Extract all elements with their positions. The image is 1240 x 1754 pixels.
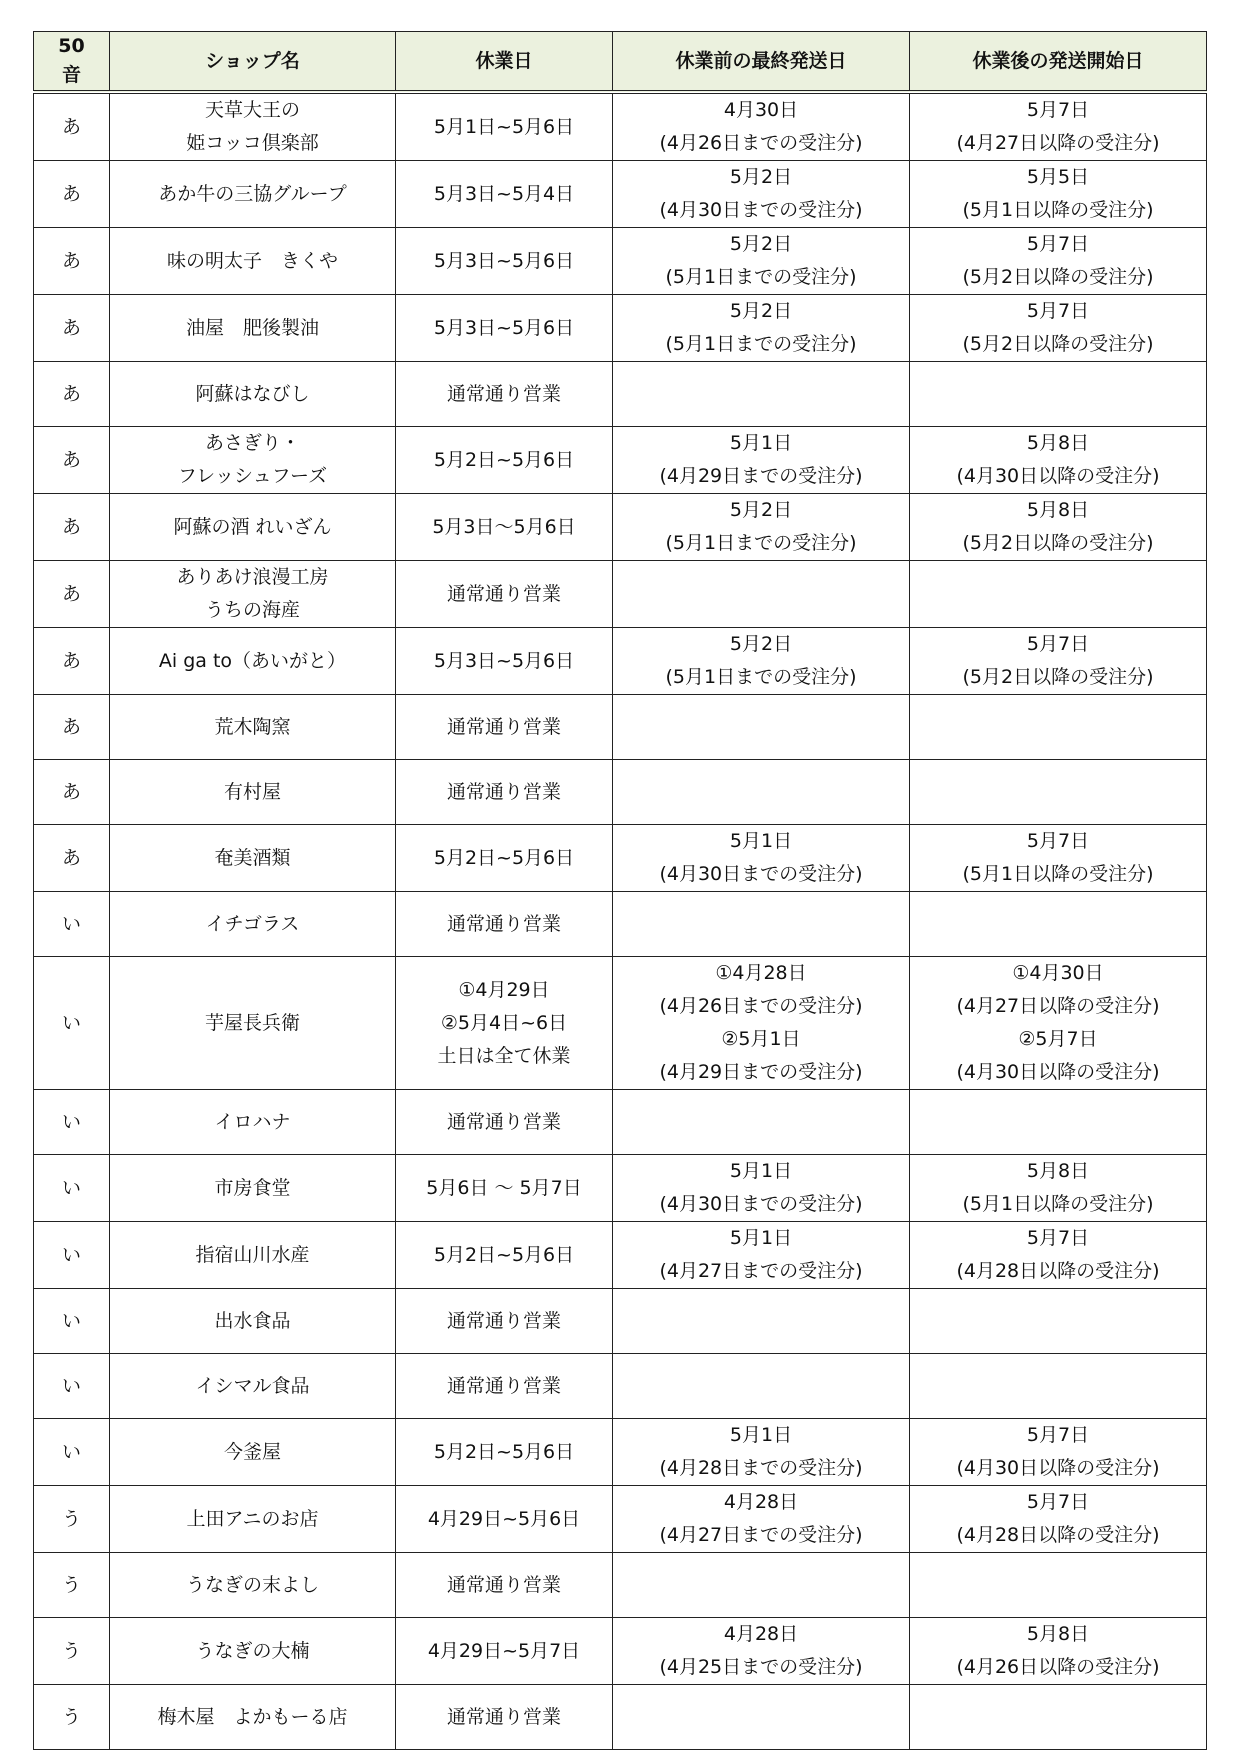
closed-days-cell-line: 通常通り営業 [446,1573,561,1596]
table-row [34,760,1207,825]
resume-ship-date-cell-line: (5月1日以降の受注分) [962,199,1154,221]
shop-name-cell-line: 芋屋長兵衛 [204,1011,300,1034]
kana-cell: あ [34,295,110,362]
kana-cell: う [34,1486,110,1553]
closed-days-cell [396,1685,613,1750]
shop-name-cell [110,1155,396,1222]
closed-days-cell [396,427,613,494]
kana-cell: あ [34,561,110,628]
closed-days-cell-line: 通常通り営業 [446,780,561,803]
last-ship-date-cell-line: 5月2日 [729,499,793,521]
shop-name-cell-line: 出水食品 [214,1309,291,1332]
resume-ship-date-cell-line: (5月1日以降の受注分) [962,1193,1154,1215]
resume-ship-date-cell [910,1486,1207,1553]
resume-ship-date-cell [910,362,1207,427]
table-header [34,32,1207,93]
last-ship-date-cell-line: 5月2日 [729,300,793,322]
shop-name-cell-line: 阿蘇はなびし [195,382,310,405]
shop-name-cell-line: イチゴラス [205,912,300,935]
resume-ship-date-cell-line: 5月7日 [1026,633,1090,655]
last-ship-date-cell-line: (4月28日までの受注分) [659,1457,863,1479]
closed-days-cell [396,1486,613,1553]
resume-ship-date-cell-line: 5月7日 [1026,1491,1090,1513]
shop-name-cell-line: 姫コッコ倶楽部 [186,132,319,154]
closed-days-cell-line: 5月3日~5月4日 [433,182,575,205]
resume-ship-date-cell [910,1553,1207,1618]
shop-name-cell-line: 天草大王の [204,99,300,121]
last-ship-date-cell [613,1090,910,1155]
last-ship-date-cell [613,295,910,362]
shop-name-cell-line: 味の明太子 きくや [166,249,338,272]
resume-ship-date-cell-line: 5月8日 [1026,1160,1090,1182]
table-row [34,1685,1207,1750]
shop-name-cell-line: あか牛の三協グループ [158,182,347,205]
shop-name-cell [110,892,396,957]
table-row [34,1155,1207,1222]
last-ship-date-cell [613,362,910,427]
closed-days-cell-line: 5月1日~5月6日 [433,115,575,138]
closed-days-cell-line: 5月2日~5月6日 [433,448,575,471]
last-ship-date-cell [613,825,910,892]
last-ship-date-cell-line: (4月29日までの受注分) [659,1061,863,1083]
resume-ship-date-cell-line: (4月30日以降の受注分) [956,1061,1160,1083]
shop-name-cell [110,92,396,161]
last-ship-date-cell [613,892,910,957]
table-row [34,1222,1207,1289]
last-ship-date-cell-line: 5月1日 [729,1424,793,1446]
resume-ship-date-cell-line: (4月27日以降の受注分) [956,995,1160,1017]
last-ship-date-cell [613,1486,910,1553]
kana-cell: う [34,1553,110,1618]
closed-days-cell [396,1155,613,1222]
shop-name-cell-line: 荒木陶窯 [214,715,291,738]
last-ship-date-cell-line: (4月25日までの受注分) [659,1656,863,1678]
resume-ship-date-cell [910,561,1207,628]
resume-ship-date-cell [910,295,1207,362]
header-kana-line: 音 [61,64,81,86]
last-ship-date-cell [613,161,910,228]
last-ship-date-cell-line: (5月1日までの受注分) [665,333,857,355]
closed-days-cell [396,957,613,1090]
header-closed-days: 休業日 [396,32,613,93]
shop-name-cell-line: 奄美酒類 [214,846,291,869]
closed-days-cell [396,1354,613,1419]
closed-days-cell-line: 5月3日~5月6日 [433,249,575,272]
shop-name-cell-line: イシマル食品 [195,1374,310,1397]
shop-name-cell-line: 梅木屋 よかもーる店 [157,1705,348,1728]
resume-ship-date-cell [910,957,1207,1090]
header-row [34,32,1207,93]
closed-days-cell [396,892,613,957]
shop-name-cell [110,760,396,825]
resume-ship-date-cell-line: ②5月7日 [1018,1028,1098,1050]
kana-cell: あ [34,628,110,695]
holiday-shipping-table [33,31,1207,1750]
resume-ship-date-cell-line: 5月7日 [1026,233,1090,255]
shop-name-cell-line: ありあけ浪漫工房 [176,566,329,588]
resume-ship-date-cell [910,1289,1207,1354]
resume-ship-date-cell-line: 5月7日 [1026,300,1090,322]
resume-ship-date-cell-line: (4月27日以降の受注分) [956,132,1160,154]
last-ship-date-cell-line: 4月30日 [723,99,799,121]
last-ship-date-cell-line: 4月28日 [723,1491,799,1513]
closed-days-cell-line: 5月2日~5月6日 [433,1243,575,1266]
last-ship-date-cell-line: 5月1日 [729,1160,793,1182]
shop-name-cell-line: フレッシュフーズ [177,465,328,487]
table-row [34,957,1207,1090]
shop-name-cell [110,161,396,228]
last-ship-date-cell-line: 5月1日 [729,432,793,454]
closed-days-cell [396,695,613,760]
shop-name-cell-line: うなぎの大楠 [195,1639,310,1662]
closed-days-cell [396,825,613,892]
table-row [34,362,1207,427]
last-ship-date-cell [613,1289,910,1354]
header-last-ship-date: 休業前の最終発送日 [613,32,910,93]
table-body [34,92,1207,1750]
last-ship-date-cell [613,1553,910,1618]
shop-name-cell [110,1289,396,1354]
closed-days-cell [396,228,613,295]
table-row [34,494,1207,561]
resume-ship-date-cell [910,92,1207,161]
resume-ship-date-cell [910,228,1207,295]
kana-cell: い [34,1222,110,1289]
resume-ship-date-cell [910,825,1207,892]
resume-ship-date-cell-line: 5月8日 [1026,499,1090,521]
closed-days-cell-line: 通常通り営業 [446,715,561,738]
closed-days-cell [396,1553,613,1618]
shop-name-cell-line: イロハナ [214,1110,291,1133]
resume-ship-date-cell [910,1354,1207,1419]
resume-ship-date-cell-line: 5月8日 [1026,1623,1090,1645]
closed-days-cell-line: 通常通り営業 [446,382,561,405]
table-row [34,228,1207,295]
table-row [34,1486,1207,1553]
kana-cell: あ [34,161,110,228]
header-resume-ship-date: 休業後の発送開始日 [910,32,1207,93]
closed-days-cell [396,362,613,427]
last-ship-date-cell [613,1354,910,1419]
shop-name-cell-line: うなぎの末よし [185,1573,319,1596]
shop-name-cell [110,1486,396,1553]
last-ship-date-cell-line: ②5月1日 [721,1028,801,1050]
closed-days-cell-line: 4月29日~5月6日 [427,1507,581,1530]
shop-name-cell-line: あさぎり・ [204,432,300,454]
last-ship-date-cell-line: 4月28日 [723,1623,799,1645]
resume-ship-date-cell-line: 5月5日 [1026,166,1090,188]
table-row [34,892,1207,957]
closed-days-cell-line: 5月2日~5月6日 [433,1440,575,1463]
kana-cell: い [34,892,110,957]
last-ship-date-cell-line: (5月1日までの受注分) [665,266,857,288]
last-ship-date-cell-line: 5月2日 [729,633,793,655]
table-row [34,695,1207,760]
closed-days-cell-line: ①4月29日 [458,978,550,1001]
last-ship-date-cell-line: ①4月28日 [715,962,807,984]
kana-cell: い [34,1419,110,1486]
kana-cell: い [34,1354,110,1419]
kana-cell: あ [34,92,110,161]
table-row [34,561,1207,628]
shop-name-cell [110,494,396,561]
last-ship-date-cell [613,957,910,1090]
resume-ship-date-cell-line: (5月2日以降の受注分) [962,532,1154,554]
last-ship-date-cell-line: (4月27日までの受注分) [659,1524,863,1546]
closed-days-cell [396,295,613,362]
resume-ship-date-cell-line: ①4月30日 [1012,962,1104,984]
resume-ship-date-cell-line: 5月8日 [1026,432,1090,454]
closed-days-cell [396,1419,613,1486]
table-row [34,1618,1207,1685]
closed-days-cell [396,628,613,695]
last-ship-date-cell-line: (5月1日までの受注分) [665,666,857,688]
shop-name-cell-line: 阿蘇の酒 れいざん [173,515,332,538]
resume-ship-date-cell-line: (5月2日以降の受注分) [962,333,1154,355]
closed-days-cell-line: 4月29日~5月7日 [427,1639,581,1662]
kana-cell: あ [34,494,110,561]
last-ship-date-cell-line: 5月2日 [729,233,793,255]
closed-days-cell [396,1090,613,1155]
resume-ship-date-cell-line: (5月1日以降の受注分) [962,863,1154,885]
resume-ship-date-cell [910,427,1207,494]
header-kana [34,32,110,93]
resume-ship-date-cell [910,1419,1207,1486]
header-shop: ショップ名 [110,32,396,93]
last-ship-date-cell [613,760,910,825]
resume-ship-date-cell [910,1618,1207,1685]
resume-ship-date-cell [910,161,1207,228]
last-ship-date-cell [613,228,910,295]
resume-ship-date-cell-line: (5月2日以降の受注分) [962,666,1154,688]
last-ship-date-cell-line: (4月26日までの受注分) [659,132,863,154]
closed-days-cell-line: 5月3日~5月6日 [433,649,575,672]
last-ship-date-cell-line: (4月26日までの受注分) [659,995,863,1017]
shop-name-cell [110,1090,396,1155]
closed-days-cell [396,161,613,228]
last-ship-date-cell-line: 5月1日 [729,1227,793,1249]
shop-name-cell [110,628,396,695]
last-ship-date-cell-line: 5月2日 [729,166,793,188]
last-ship-date-cell [613,92,910,161]
header-kana-line: 50 [58,35,85,57]
kana-cell: い [34,1090,110,1155]
kana-cell: あ [34,760,110,825]
shop-name-cell [110,957,396,1090]
closed-days-cell-line: 5月6日 ～ 5月7日 [426,1176,582,1199]
shop-name-cell [110,228,396,295]
closed-days-cell-line: 通常通り営業 [446,1705,561,1728]
table-row [34,161,1207,228]
shop-name-cell [110,295,396,362]
closed-days-cell-line: 5月3日~5月6日 [433,316,575,339]
last-ship-date-cell-line: 5月1日 [729,830,793,852]
kana-cell: う [34,1618,110,1685]
resume-ship-date-cell [910,1155,1207,1222]
kana-cell: い [34,957,110,1090]
resume-ship-date-cell-line: (4月28日以降の受注分) [956,1524,1160,1546]
table-row [34,1553,1207,1618]
shop-name-cell-line: 上田アニのお店 [186,1507,319,1530]
shop-name-cell [110,561,396,628]
resume-ship-date-cell [910,1090,1207,1155]
table-row [34,1289,1207,1354]
closed-days-cell [396,494,613,561]
table-row [34,628,1207,695]
resume-ship-date-cell-line: (4月30日以降の受注分) [956,1457,1160,1479]
shop-name-cell-line: 油屋 肥後製油 [185,316,319,339]
last-ship-date-cell-line: (4月30日までの受注分) [659,199,863,221]
closed-days-cell-line: ②5月4日~6日 [440,1011,568,1034]
last-ship-date-cell [613,1685,910,1750]
resume-ship-date-cell [910,695,1207,760]
shop-name-cell [110,362,396,427]
closed-days-cell [396,1222,613,1289]
shop-name-cell-line: Ai ga to（あいがと） [158,649,347,672]
table-row [34,1419,1207,1486]
shop-name-cell-line: 指宿山川水産 [195,1243,310,1266]
closed-days-cell [396,1618,613,1685]
resume-ship-date-cell-line: (4月28日以降の受注分) [956,1260,1160,1282]
last-ship-date-cell-line: (4月30日までの受注分) [659,863,863,885]
last-ship-date-cell-line: (4月30日までの受注分) [659,1193,863,1215]
resume-ship-date-cell-line: 5月7日 [1026,1424,1090,1446]
closed-days-cell [396,561,613,628]
last-ship-date-cell [613,494,910,561]
shop-name-cell [110,1553,396,1618]
shop-name-cell [110,1685,396,1750]
resume-ship-date-cell-line: 5月7日 [1026,1227,1090,1249]
shop-name-cell-line: 今釜屋 [223,1440,281,1463]
resume-ship-date-cell-line: (4月26日以降の受注分) [956,1656,1160,1678]
shop-name-cell-line: 市房食堂 [214,1176,291,1199]
closed-days-cell-line: 5月3日～5月6日 [432,515,576,538]
closed-days-cell-line: 通常通り営業 [446,582,561,605]
closed-days-cell-line: 通常通り営業 [446,912,561,935]
last-ship-date-cell [613,628,910,695]
closed-days-cell-line: 土日は全て休業 [437,1044,571,1067]
shop-name-cell [110,1354,396,1419]
kana-cell: い [34,1289,110,1354]
shop-name-cell [110,1618,396,1685]
shop-name-cell [110,825,396,892]
shop-name-cell [110,1419,396,1486]
last-ship-date-cell [613,561,910,628]
kana-cell: あ [34,228,110,295]
last-ship-date-cell-line: (5月1日までの受注分) [665,532,857,554]
last-ship-date-cell [613,427,910,494]
shop-name-cell-line: うちの海産 [204,599,300,621]
resume-ship-date-cell-line: 5月7日 [1026,830,1090,852]
resume-ship-date-cell [910,628,1207,695]
table-row [34,427,1207,494]
closed-days-cell [396,1289,613,1354]
kana-cell: あ [34,427,110,494]
last-ship-date-cell [613,1618,910,1685]
table-row [34,92,1207,161]
kana-cell: う [34,1685,110,1750]
shop-name-cell [110,1222,396,1289]
last-ship-date-cell [613,1419,910,1486]
resume-ship-date-cell-line: (5月2日以降の受注分) [962,266,1154,288]
closed-days-cell [396,760,613,825]
last-ship-date-cell-line: (4月27日までの受注分) [659,1260,863,1282]
kana-cell: い [34,1155,110,1222]
resume-ship-date-cell-line: 5月7日 [1026,99,1090,121]
last-ship-date-cell [613,695,910,760]
last-ship-date-cell [613,1222,910,1289]
closed-days-cell [396,92,613,161]
closed-days-cell-line: 通常通り営業 [446,1110,561,1133]
kana-cell: あ [34,362,110,427]
shop-name-cell [110,427,396,494]
resume-ship-date-cell [910,892,1207,957]
closed-days-cell-line: 5月2日~5月6日 [433,846,575,869]
kana-cell: あ [34,825,110,892]
last-ship-date-cell-line: (4月29日までの受注分) [659,465,863,487]
shop-name-cell-line: 有村屋 [223,780,281,803]
table-row [34,1354,1207,1419]
resume-ship-date-cell [910,494,1207,561]
kana-cell: あ [34,695,110,760]
table-row [34,295,1207,362]
closed-days-cell-line: 通常通り営業 [446,1374,561,1397]
resume-ship-date-cell-line: (4月30日以降の受注分) [956,465,1160,487]
table-row [34,825,1207,892]
resume-ship-date-cell [910,1222,1207,1289]
resume-ship-date-cell [910,760,1207,825]
last-ship-date-cell [613,1155,910,1222]
table-row [34,1090,1207,1155]
closed-days-cell-line: 通常通り営業 [446,1309,561,1332]
shop-name-cell [110,695,396,760]
resume-ship-date-cell [910,1685,1207,1750]
